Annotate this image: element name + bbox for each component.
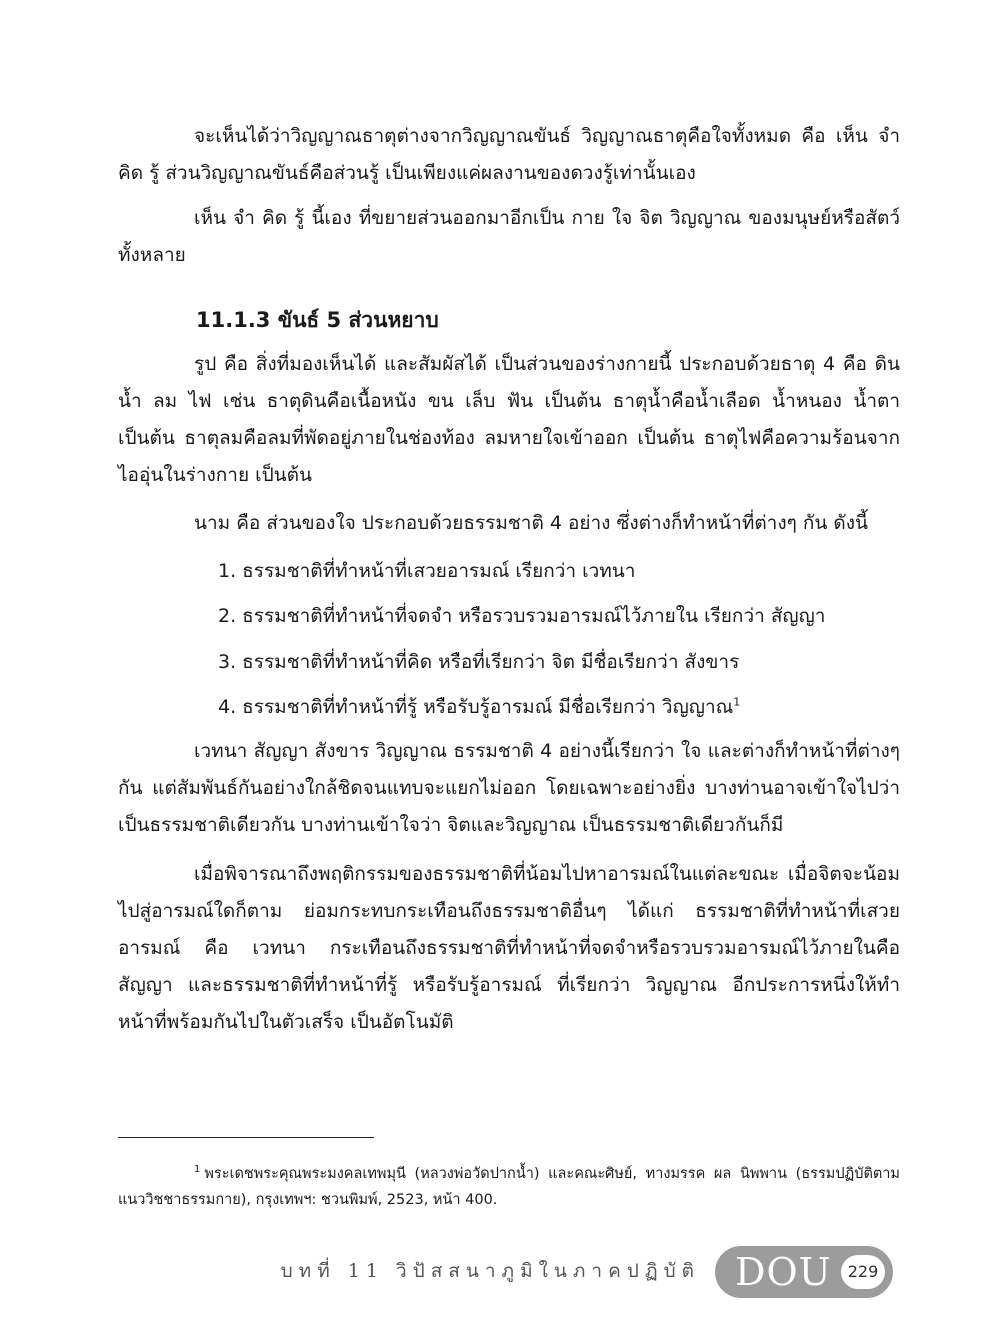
paragraph-vedana-sanna: เวทนา สัญญา สังขาร วิญญาณ ธรรมชาติ 4 อย่างนี้เรียกว่า ใจ และต่างก็ทำหน้าที่ต่างๆ กัน แต่สัมพันธ์กันอย่างใกล้ชิดจนแทบจะแยกไม่ออก โดยเฉพาะอย่างยิ่ง บางท่านอาจเข้าใจไปว่าเป็นธรรมชาติเดียวกัน บางท่านเข้าใจว่า จิตและวิญญาณ เป็นธรรมชาติเดียวกันก็มี (118, 740, 900, 836)
chapter-title: บทที่ 11 วิปัสสนาภูมิในภาคปฏิบัติ (280, 1260, 700, 1282)
footnote (118, 1161, 900, 1213)
paragraph-hen-cham-khit-ru: เห็น จำ คิด รู้ นี้เอง ที่ขยายส่วนออกมาอีกเป็น กาย ใจ จิต วิญญาณ ของมนุษย์หรือสัตว์ทั้งหลาย (118, 207, 900, 266)
dou-badge (715, 1246, 893, 1298)
list-item-sankhara: 3. ธรรมชาติที่ทำหน้าที่คิด หรือที่เรียกว่า จิต มีชื่อเรียกว่า สังขาร (218, 651, 740, 673)
section-heading: 11.1.3 ขันธ์ 5 ส่วนหยาบ (196, 308, 439, 332)
list-item-vinnana-text: 4. ธรรมชาติที่ทำหน้าที่รู้ หรือรับรู้อารมณ์ มีชื่อเรียกว่า วิญญาณ (218, 696, 734, 718)
page-footer (0, 1240, 1000, 1304)
page-number: 229 (841, 1255, 885, 1289)
paragraph-rupa: รูป คือ สิ่งที่มองเห็นได้ และสัมผัสได้ เป็นส่วนของร่างกายนี้ ประกอบด้วยธาตุ 4 คือ ดิน น้ำ ลม ไฟ เช่น ธาตุดินคือเนื้อหนัง ขน เล็บ ฟัน เป็นต้น ธาตุน้ำคือน้ำเลือด น้ำหนอง น้ำตา เป็นต้น ธาตุลมคือลมที่พัดอยู่ภายในช่องท้อง ลมหายใจเข้าออก เป็นต้น ธาตุไฟคือความร้อนจากไออุ่นในร่างกาย เป็นต้น (118, 353, 900, 486)
footnote-text: พระเดชพระคุณพระมงคลเทพมุนี (หลวงพ่อวัดปากน้ำ) และคณะศิษย์, ทางมรรค ผล นิพพาน (ธรรมปฏิบัติตามแนววิชชาธรรมกาย), กรุงเทพฯ: ชวนพิมพ์, 2523, หน้า 400. (118, 1166, 900, 1208)
footnote-reference: 1 (733, 695, 741, 709)
paragraph-final: เมื่อพิจารณาถึงพฤติกรรมของธรรมชาติที่น้อมไปหาอารมณ์ในแต่ละขณะ เมื่อจิตจะน้อมไปสู่อารมณ์ใดก็ตาม ย่อมกระทบกระเทือนถึงธรรมชาติอื่นๆ ได้แก่ ธรรมชาติที่ทำหน้าที่เสวยอารมณ์ คือ เวทนา กระเทือนถึงธรรมชาติที่ทำหน้าที่จดจำหรือรวบรวมอารมณ์ไว้ภายในคือ สัญญา และธรรมชาติที่ทำหน้าที่รู้ หรือรับรู้อารมณ์ ที่เรียกว่า วิญญาณ อีกประการหนึ่งให้ทำหน้าที่พร้อมกันไปในตัวเสร็จ เป็นอัตโนมัติ (118, 863, 900, 1033)
paragraph-nama: นาม คือ ส่วนของใจ ประกอบด้วยธรรมชาติ 4 อย่าง ซึ่งต่างก็ทำหน้าที่ต่างๆ กัน ดังนี้ (194, 512, 869, 534)
dou-logo: DOU (735, 1250, 832, 1294)
footnote-mark: 1 (194, 1164, 201, 1176)
footnote-divider (118, 1137, 374, 1138)
paragraph-vinnana-dhatu: จะเห็นได้ว่าวิญญาณธาตุต่างจากวิญญาณขันธ์ วิญญาณธาตุคือใจทั้งหมด คือ เห็น จำ คิด รู้ ส่วนวิญญาณขันธ์คือส่วนรู้ เป็นเพียงแค่ผลงานของดวงรู้เท่านั้นเอง (118, 125, 900, 184)
list-item-vedana: 1. ธรรมชาติที่ทำหน้าที่เสวยอารมณ์ เรียกว่า เวทนา (218, 560, 636, 582)
list-item-sanna: 2. ธรรมชาติที่ทำหน้าที่จดจำ หรือรวบรวมอารมณ์ไว้ภายใน เรียกว่า สัญญา (218, 605, 826, 627)
list-item-vinnana (218, 689, 898, 726)
